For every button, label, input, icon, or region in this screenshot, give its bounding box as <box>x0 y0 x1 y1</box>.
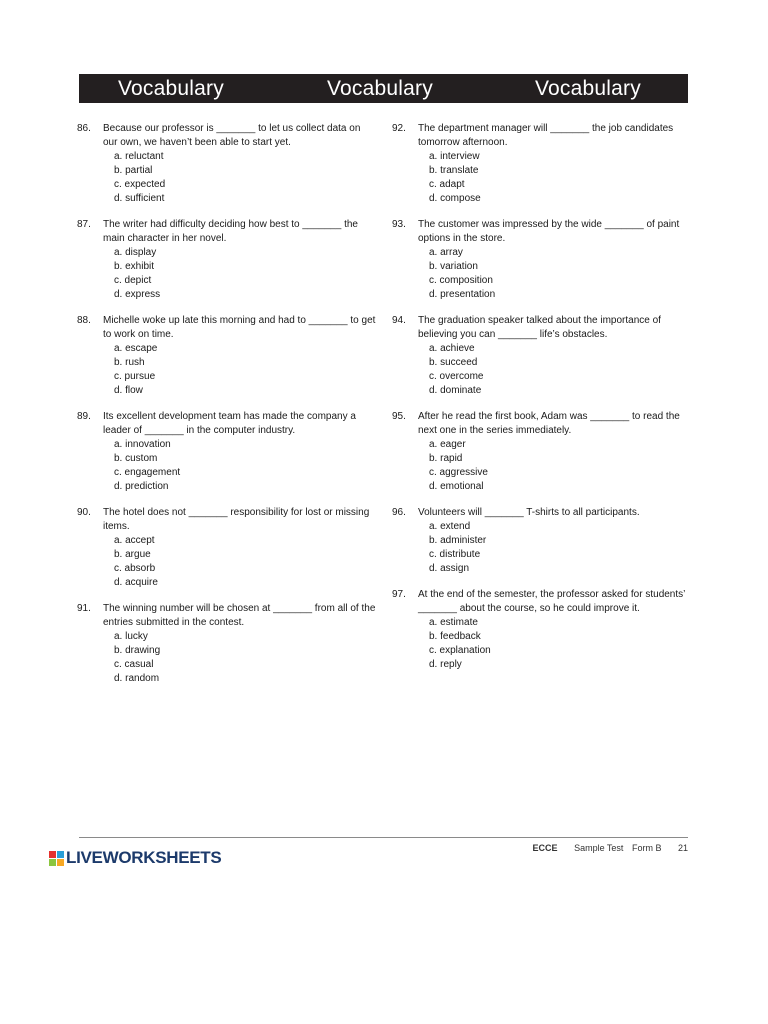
answer-option[interactable]: a. achieve <box>429 343 475 354</box>
answer-options <box>114 342 377 398</box>
answer-option[interactable]: c. pursue <box>114 371 156 382</box>
question-stem: The hotel does not _______ responsibility for lost or missing items. <box>103 507 370 532</box>
answer-options <box>114 534 377 590</box>
answer-option[interactable]: d. sufficient <box>114 193 165 204</box>
answer-options <box>429 342 692 398</box>
question-number: 97. <box>392 589 406 600</box>
answer-option[interactable]: b. succeed <box>429 357 478 368</box>
question-stem: The customer was impressed by the wide _______ of paint options in the store. <box>418 219 680 244</box>
section-title: Vocabulary <box>327 77 433 100</box>
question-number: 91. <box>77 603 91 614</box>
answer-option[interactable]: a. eager <box>429 439 466 450</box>
section-title: Vocabulary <box>535 77 641 100</box>
answer-options <box>114 438 377 494</box>
answer-options <box>429 520 692 576</box>
answer-options <box>429 246 692 302</box>
answer-option[interactable]: d. dominate <box>429 385 482 396</box>
answer-options <box>114 150 377 206</box>
answer-option[interactable]: b. translate <box>429 165 479 176</box>
answer-option[interactable]: a. array <box>429 247 463 258</box>
answer-option[interactable]: d. flow <box>114 385 143 396</box>
logo-square <box>57 859 64 866</box>
answer-options <box>114 630 377 686</box>
question-94 <box>392 314 692 398</box>
answer-option[interactable]: a. display <box>114 247 157 258</box>
answer-option[interactable]: a. escape <box>114 343 158 354</box>
footer-divider <box>79 837 688 838</box>
answer-option[interactable]: c. distribute <box>429 549 481 560</box>
test-name: Sample Test <box>574 843 624 853</box>
answer-option[interactable]: b. feedback <box>429 631 481 642</box>
answer-option[interactable]: b. exhibit <box>114 261 155 272</box>
answer-option[interactable]: b. partial <box>114 165 153 176</box>
answer-option[interactable]: c. explanation <box>429 645 491 656</box>
answer-option[interactable]: c. depict <box>114 275 152 286</box>
answer-options <box>429 438 692 494</box>
question-88 <box>77 314 377 398</box>
answer-option[interactable]: a. innovation <box>114 439 171 450</box>
question-number: 87. <box>77 219 91 230</box>
page-number: 21 <box>677 843 688 853</box>
answer-options <box>114 246 377 302</box>
answer-option[interactable]: d. acquire <box>114 577 158 588</box>
answer-option[interactable]: a. interview <box>429 151 480 162</box>
answer-option[interactable]: b. rush <box>114 357 145 368</box>
question-stem: After he read the first book, Adam was _______ to read the next one in the series immediately. <box>418 411 680 436</box>
logo-square <box>49 859 56 866</box>
answer-option[interactable]: a. reluctant <box>114 151 164 162</box>
question-87 <box>77 218 377 302</box>
answer-option[interactable]: d. reply <box>429 659 462 670</box>
answer-option[interactable]: c. absorb <box>114 563 156 574</box>
question-stem: Volunteers will _______ T-shirts to all participants. <box>418 507 640 518</box>
question-97 <box>392 588 692 672</box>
question-stem: Its excellent development team has made the company a leader of _______ in the computer industry. <box>103 411 356 436</box>
question-number: 95. <box>392 411 406 422</box>
liveworksheets-logo[interactable] <box>49 849 221 867</box>
question-stem: The winning number will be chosen at _______ from all of the entries submitted in the contest. <box>103 603 376 628</box>
answer-options <box>429 616 692 672</box>
question-stem: At the end of the semester, the professor asked for students’ _______ about the course, so he could improve it. <box>418 589 686 614</box>
answer-option[interactable]: d. compose <box>429 193 481 204</box>
answer-option[interactable]: b. administer <box>429 535 487 546</box>
question-stem: The department manager will _______ the job candidates tomorrow afternoon. <box>418 123 674 148</box>
question-90 <box>77 506 377 590</box>
answer-option[interactable]: c. aggressive <box>429 467 488 478</box>
answer-option[interactable]: c. expected <box>114 179 166 190</box>
answer-option[interactable]: d. express <box>114 289 161 300</box>
answer-option[interactable]: b. argue <box>114 549 151 560</box>
section-banner <box>79 74 688 103</box>
question-95 <box>392 410 692 494</box>
question-number: 90. <box>77 507 91 518</box>
question-stem: Because our professor is _______ to let us collect data on our own, we haven’t been able to start yet. <box>103 123 361 148</box>
answer-option[interactable]: c. overcome <box>429 371 484 382</box>
answer-option[interactable]: d. presentation <box>429 289 496 300</box>
logo-square <box>57 851 64 858</box>
logo-square <box>49 851 56 858</box>
answer-options <box>429 150 692 206</box>
logo-squares-icon <box>49 851 64 866</box>
question-92 <box>392 122 692 206</box>
answer-option[interactable]: c. casual <box>114 659 154 670</box>
question-stem: The graduation speaker talked about the importance of believing you can _______ life’s obstacles. <box>418 315 661 340</box>
question-89 <box>77 410 377 494</box>
answer-option[interactable]: a. extend <box>429 521 471 532</box>
right-question-column <box>392 122 692 672</box>
form-name: Form B <box>631 843 662 853</box>
question-number: 96. <box>392 507 406 518</box>
page-footer <box>533 843 688 853</box>
answer-option[interactable]: d. emotional <box>429 481 484 492</box>
answer-option[interactable]: d. random <box>114 673 160 684</box>
question-stem: Michelle woke up late this morning and had to _______ to get to work on time. <box>103 315 376 340</box>
question-number: 89. <box>77 411 91 422</box>
question-93 <box>392 218 692 302</box>
answer-option[interactable]: a. estimate <box>429 617 478 628</box>
logo-text: LIVEWORKSHEETS <box>66 848 222 867</box>
question-96 <box>392 506 692 576</box>
answer-option[interactable]: b. variation <box>429 261 478 272</box>
question-number: 93. <box>392 219 406 230</box>
answer-option[interactable]: c. composition <box>429 275 493 286</box>
answer-option[interactable]: b. custom <box>114 453 158 464</box>
left-question-column <box>77 122 377 686</box>
answer-option[interactable]: d. assign <box>429 563 470 574</box>
question-number: 88. <box>77 315 91 326</box>
exam-name: ECCE <box>532 843 558 853</box>
answer-option[interactable]: d. prediction <box>114 481 169 492</box>
question-stem: The writer had difficulty deciding how best to _______ the main character in her novel. <box>103 219 358 244</box>
answer-option[interactable]: b. drawing <box>114 645 161 656</box>
question-number: 92. <box>392 123 406 134</box>
answer-option[interactable]: c. engagement <box>114 467 181 478</box>
question-91 <box>77 602 377 686</box>
answer-option[interactable]: b. rapid <box>429 453 463 464</box>
question-number: 86. <box>77 123 91 134</box>
answer-option[interactable]: c. adapt <box>429 179 465 190</box>
answer-option[interactable]: a. accept <box>114 535 155 546</box>
section-title: Vocabulary <box>118 77 224 100</box>
question-86 <box>77 122 377 206</box>
answer-option[interactable]: a. lucky <box>114 631 148 642</box>
question-number: 94. <box>392 315 406 326</box>
